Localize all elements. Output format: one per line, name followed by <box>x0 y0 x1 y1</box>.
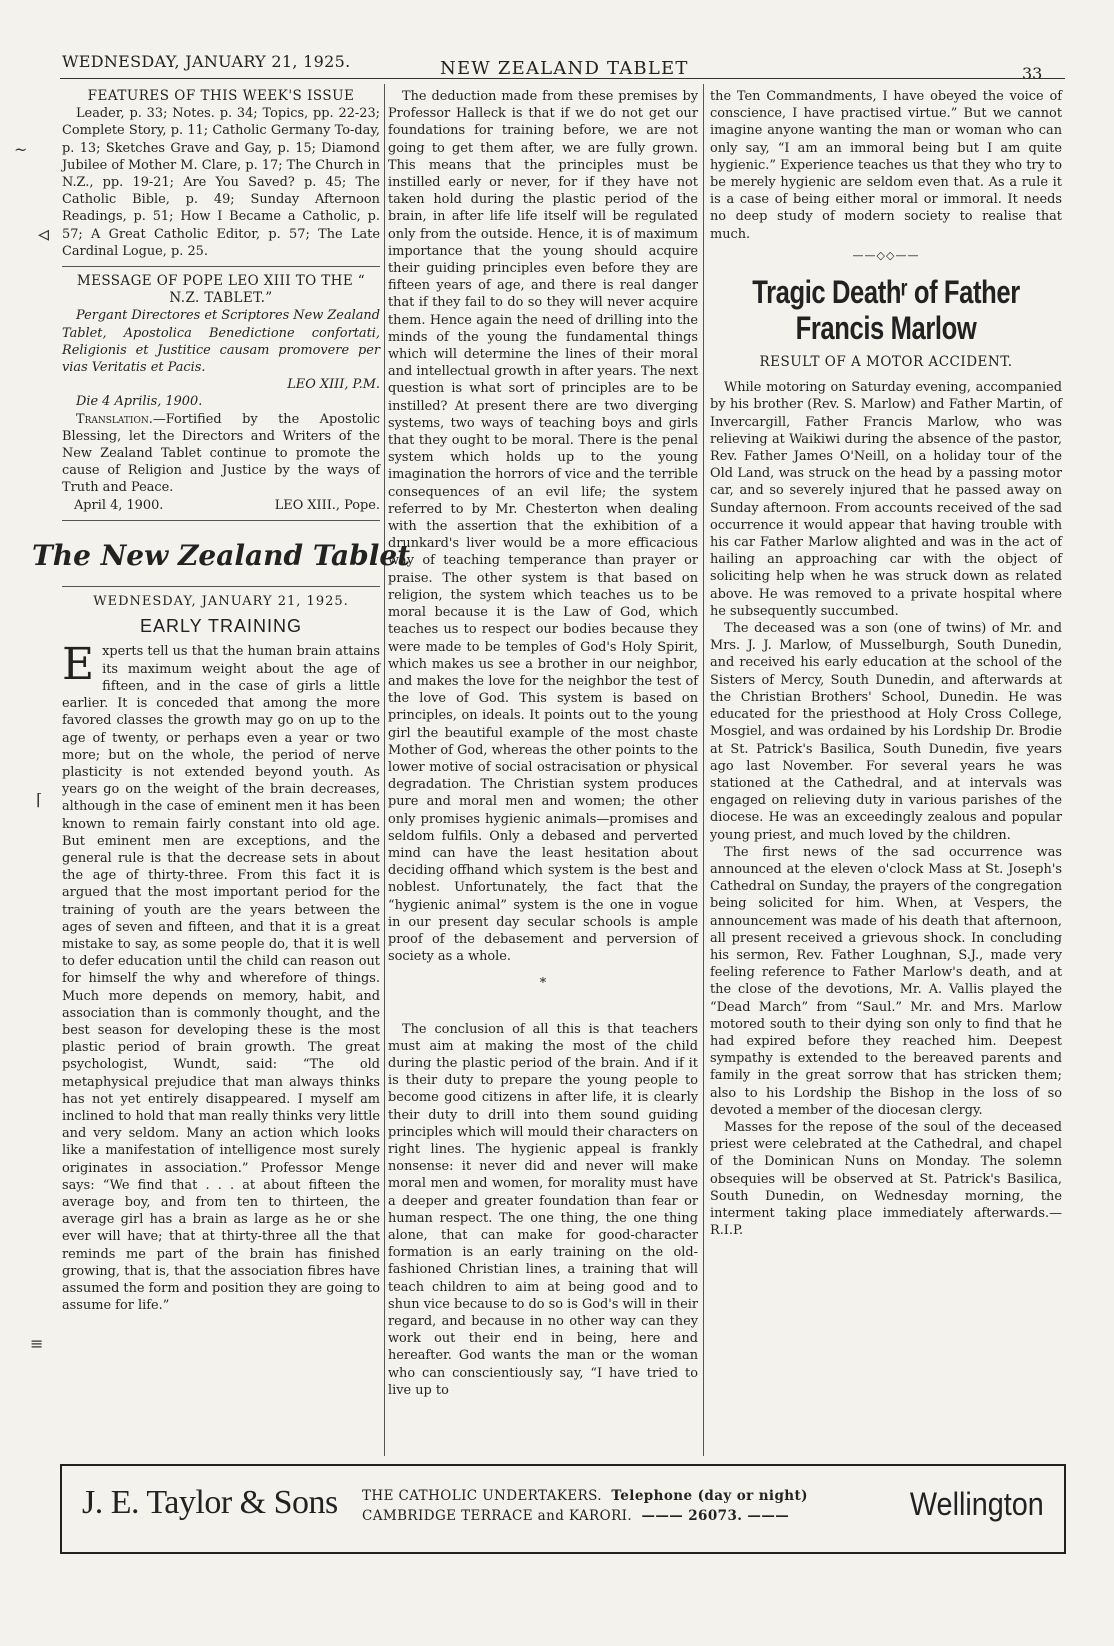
advertiser-details <box>362 1486 808 1526</box>
section-rule <box>62 520 380 521</box>
header-title: NEW ZEALAND TABLET <box>440 58 689 79</box>
column-rule <box>384 84 385 1456</box>
section-rule <box>62 586 380 587</box>
features-list: Leader, p. 33; Notes. p. 34; Topics, pp. 22-23; Complete Story, p. 11; Catholic Germany To-day, p. 13; Sketches Grave and Gay, p. 15; Diamond Jubilee of Mother M. Clare, p. 17; The Church in N.Z., pp. 19-21; Are You Saved? p. 45; The Catholic Bible, p. 49; Sunday Afternoon Readings, p. 51; How I Became a Catholic, p. 57; A Great Catholic Editor, p. 57; The Late Cardinal Logue, p. 25. <box>62 106 380 259</box>
advert-line1a: THE CATHOLIC UNDERTAKERS. <box>362 1488 603 1504</box>
leader-paragraph-1 <box>62 639 380 1314</box>
masthead <box>31 531 411 580</box>
leader-paragraph-2: The deduction made from these premises by Professor Halleck is that if we do not get our foundations for training before, we are not going to get them after, we are fully grown. This means that the principles must be instilled early or never, for if they have not taken hold during the plastic period of the brain, in after life life itself will be regulated only from the outside. Hence, it is of maximum importance that the young should acquire their guiding principles even before they are fifteen years of age, and there is real danger that if they fail to do so they will never acquire them. Hence again the need of drilling into the minds of the young the fundamental things which will determine the lines of their moral and intellectual growth in after years. The next question is what sort of principles are to be instilled? At present there are two diverging systems, two ways of teaching boys and girls that they ought to be moral. There is the penal system which holds up to the young imagination the horrors of vice and the terrible consequences of an evil life; the system referred to by Mr. Chesterton when dealing with the assertion that the exhibition of a drunkard's liver would be a more efficacious way of teaching temperance than prayer or praise. The other system is that based on religion, the system which teaches us to be moral because it is the Law of God, which teaches us to respect our bodies because they were made to be temples of God's Holy Spirit, which makes us see a brother in our neighbor, and makes the love for the neighbor the test of the love of God. This system is based on principles, on ideals. It points out to the young girl the beautiful example of the most chaste Mother of God, whereas the other points to the lower motive of social ostracisation or physical degradation. The Christian system produces pure and moral men and women; the other only promises hygienic animals—promises and seldom fulfils. Only a debased and perverted mind can have the least hesitation about deciding offhand which system is the best and noblest. Unfortunately, the fact that the “hygienic animal” system is the one in vogue in our present day secular schools is ample proof of the debasement and perversion of society as a whole. <box>388 89 698 965</box>
english-signature-line <box>62 497 380 514</box>
header-rule <box>60 78 1065 79</box>
advert-phone: ——— 26073. ——— <box>641 1508 790 1524</box>
margin-mark: ◃ <box>38 222 50 247</box>
column-2 <box>388 88 698 1399</box>
translation-text: —Fortified by the Apostolic Blessing, let the Directors and Writers of the New Zealand Tablet continue to promote the cause of Religion and Justice by the ways of Truth and Peace. <box>62 411 380 496</box>
column-3 <box>710 88 1062 1239</box>
advertiser-name: J. E. Taylor & Sons <box>82 1484 338 1521</box>
message-heading: MESSAGE OF POPE LEO XIII TO THE “ N.Z. TABLET.” <box>76 273 366 307</box>
margin-mark: ≡ <box>30 1334 44 1353</box>
features-heading: FEATURES OF THIS WEEK'S ISSUE <box>87 88 355 104</box>
margin-mark: ~ <box>14 140 28 159</box>
running-header <box>0 0 1114 90</box>
article-paragraph-4: Masses for the repose of the soul of the deceased priest were celebrated at the Cathedral, and chapel of the Dominican Nuns on Monday. The solemn obsequies will be observed at St. Patrick's Basilica, South Dunedin, on Wednesday morning, the interment taking place immediately afterwards.—R.I.P. <box>710 1119 1062 1239</box>
leader-paragraph-4: the Ten Commandments, I have obeyed the voice of conscience, I have practised virtue.” But we cannot imagine anyone wanting the man or woman who can only say, “I am an immoral being but I am quite hygienic.” Experience teaches us that they who try to be merely hygienic are seldom even that. As a rule it is a case of being either moral or immoral. It needs no deep study of modern society to realise that much. <box>710 89 1062 242</box>
advert-line1b: Telephone (day or night) <box>611 1488 808 1504</box>
masthead-logo <box>31 531 411 575</box>
masthead-logo-text: The New Zealand Tablet <box>31 538 411 572</box>
article-paragraph-1: While motoring on Saturday evening, accompanied by his brother (Rev. S. Marlow) and Father Martin, of Invercargill, Father Francis Marlow, who was relieving at Waikiwi during the absence of the pastor, Rev. Father James O'Neill, on a holiday tour of the Old Land, was struck on the head by a passing motor car, and so severely injured that he passed away on Sunday afternoon. From accounts received of the sad occurrence it would appear that having trouble with his car Father Marlow alighted and was in the act of hailing an approaching car with the object of soliciting help when he was struck down as related above. He was removed to a private hospital where he subsequently succumbed. <box>710 380 1062 619</box>
leader-paragraph-1-text: xperts tell us that the human brain attains its maximum weight about the age of fifteen, and in the case of girls a little earlier. It is conceded that among the more favored classes the growth may go on up to the age of twenty, or perhaps even a year or two more; but on the whole, the period of nerve plasticity is not extended beyond youth. As years go on the weight of the brain decreases, although in the case of eminent men it has been known to remain fairly constant into old age. But eminent men are exceptions, and the general rule is that the decrease sets in about the age of thirty-three. From this fact it is argued that the most important period for the training of youth are the years between the ages of seven and fifteen, and that it is a great mistake to say, as some people do, that it is well to defer education until the child can reason out for himself the why and wherefore of things. Much more depends on memory, habit, and association than is commonly thought, and the best season for developing these is the most plastic period of brain growth. The great psychologist, Wundt, said: “The old metaphysical prejudice that man always thinks has not yet entirely disappeared. I myself am inclined to hold that man really thinks very little and very seldom. Many an action which looks like a manifestation of intelligence most surely originates in association.” Professor Menge says: “We find that . . . at about fifteen the average boy, and from ten to thirteen, the average girl has a brain as large as he or she ever will have; that at thirty-three all the that reminds me part of the brain has finished growing, that is, that the association fibres have assumed the form and position they are going to assume for life.” <box>62 644 380 1314</box>
article-subtitle: RESULT OF A MOTOR ACCIDENT. <box>759 354 1013 371</box>
header-date: WEDNESDAY, JANUARY 21, 1925. <box>62 52 351 71</box>
advertisement-box <box>60 1464 1066 1554</box>
column-1 <box>31 88 411 1314</box>
translation-label: Translation. <box>76 411 153 427</box>
english-signature: LEO XIII., Pope. <box>274 497 380 513</box>
article-paragraph-2: The deceased was a son (one of twins) of Mr. and Mrs. J. J. Marlow, of Musselburgh, South Dunedin, and received his early education at the school of the Sisters of Mercy, South Dunedin, and afterwards at the Christian Brothers' School, Dunedin. He was educated for the priesthood at Holy Cross College, Mosgiel, and was ordained by his Lordship Dr. Brodie at St. Patrick's Basilica, South Dunedin, five years ago last November. For several years he was stationed at the Cathedral, and at intervals was engaged on relieving duty in various parishes of the diocese. He was an exceedingly zealous and popular young priest, and much loved by the children. <box>710 621 1062 843</box>
ornament-divider: ——◇◇—— <box>852 248 920 262</box>
section-star: * <box>539 976 547 992</box>
translation <box>62 411 380 497</box>
leader-paragraph-3: The conclusion of all this is that teachers must aim at making the most of the child during the plastic period of the brain. And if it is their duty to prepare the young people to become good citizens in after life, it is clearly their duty to drill into them sound guiding principles which will mould their characters on right lines. The hygienic appeal is frankly nonsense: it never did and never will make moral men and women, for morality must have a deeper and greater foundation than fear or human respect. The one thing, the one thing alone, that can make for good-character formation is an early training on the old-fashioned Christian lines, a training that will teach children to aim at being good and to shun vice because to do so is God's will in their regard, and because in no other way can they work out their end in being, here and hereafter. God wants the man or the woman who can conscientiously say, “I have tried to live up to <box>388 1021 698 1398</box>
leader-title: EARLY TRAINING <box>139 616 303 637</box>
section-rule <box>62 266 380 267</box>
page-number: 33 <box>1022 64 1043 83</box>
latin-signature: LEO XIII, P.M. <box>287 377 380 393</box>
english-date: April 4, 1900. <box>74 497 164 513</box>
latin-date: Die 4 Aprilis, 1900. <box>76 394 203 410</box>
masthead-date: WEDNESDAY, JANUARY 21, 1925. <box>93 594 349 610</box>
advertiser-city: Wellington <box>910 1486 1044 1522</box>
column-rule <box>703 84 704 1456</box>
advert-line2a: CAMBRIDGE TERRACE and KARORI. <box>362 1508 633 1524</box>
margin-mark: ⌈ <box>36 790 43 809</box>
article-title: Tragic Deathʳ of Father Francis Marlow <box>752 274 1020 347</box>
article-paragraph-3: The first news of the sad occurrence was announced at the eleven o'clock Mass at St. Joseph's Cathedral on Sunday, the prayers of the congregation being solicited for him. When, at Vespers, the announcement was made of his death that afternoon, all present received a grievous shock. In concluding his sermon, Rev. Father Loughnan, S.J., made very feeling reference to Father Marlow's death, and at the close of the devotions, Mr. A. Vallis played the “Dead March” from “Saul.” Mr. and Mrs. Marlow motored south to their dying son only to find that he had expired before they reached him. Deepest sympathy is extended to the bereaved parents and family in the great sorrow that has stricken them; also to his Lordship the Bishop in the loss of so devoted a member of the diocesan clergy. <box>710 844 1062 1118</box>
dropcap: E <box>62 639 95 691</box>
latin-message: Pergant Directores et Scriptores New Zealand Tablet, Apostolica Benedictione confortati, Religionis et Justitice causam promovere per vias Veritatis et Pacis. <box>62 308 380 376</box>
